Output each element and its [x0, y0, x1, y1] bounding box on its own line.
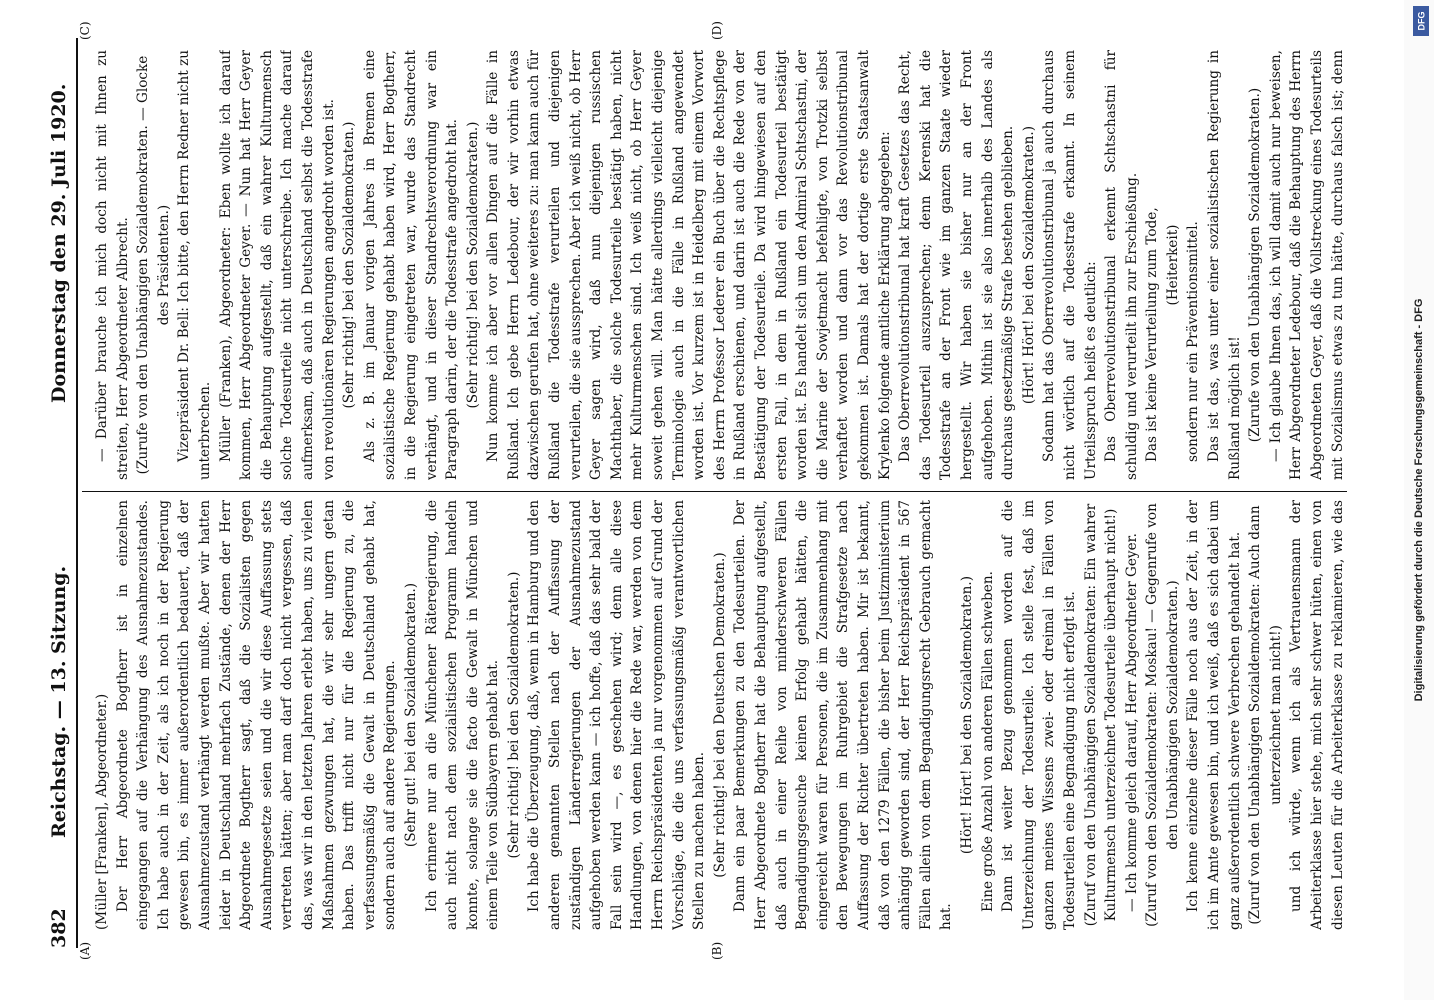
paragraph: Ich kenne einzelne dieser Fälle noch aus der Zeit, in der ich im Amte gewesen bin, und ich weiß, daß es sich dabei um ganz außerordentlich schwere Verbrechen gehandelt hat.: [1185, 500, 1243, 930]
paragraph: sondern nur ein Präventionsmittel.: [1185, 221, 1202, 462]
paragraph: Das ist keine Verurteilung zum Tode,: [1144, 207, 1161, 462]
dfg-logo: [1413, 6, 1429, 36]
speaker-line: (Müller [Franken], Abgeordneter.): [94, 693, 110, 930]
interjection: (Sehr richtig! bei den Sozialdemokraten.): [341, 121, 358, 409]
page-number: 382: [48, 908, 70, 948]
interjection: (Heiterkeit): [1164, 224, 1181, 306]
paragraph: Nun komme ich aber vor allen Dingen auf die Fälle in Rußland. Ich gebe Herrn Ledebour, der wir vorhin etwas dazwischen gerufen hat, ohne weiteres zu: man kann auch für Rußland die Todesstrafe verurteilen und diejenigen verurteilen, die sie aussprechen. Aber ich weiß nicht, ob Herr Geyer sagen wird, daß nun diejenigen russischen Machthaber, die solche Todesurteile bestätigt haben, nicht mehr Kulturmenschen sind. Ich weiß nicht, ob Herr Geyer soweit gehen will. Man hätte allerdings vielleicht diejenige Terminologie auch in die Fälle in Rußland angewendet worden ist. Vor kurzem ist in Heidelberg mit einem Vorwort des Herrn Professor Lederer ein Buch über die Rechtspflege in Rußland erschienen, und darin ist auch die Rede von der Bestätigung der Todesurteile. Da wird hingewiesen auf den ersten Fall, in dem in Rußland ein Todesurteil bestätigt worden ist. Es handelt sich um den Admiral Schtschastni, der die Marine der Sowjetmacht befehligte, von Trotzki selbst verhaftet worden und dann vor das Revolutionstribunal gekommen ist. Damals hat der dortige erste Staatsanwalt Krylenko folgende amtliche Erklärung abgegeben:: [485, 50, 893, 480]
interjection: (Sehr richtig! bei den Sozialdemokraten.): [505, 571, 522, 859]
interjection: (Hört! Hört! bei den Sozialdemokraten.): [1020, 125, 1037, 405]
session-title: Reichstag. — 13. Sitzung.: [48, 565, 70, 838]
margin-d: (D): [710, 21, 724, 40]
paragraph: Dann ein paar Bemerkungen zu den Todesurteilen. Der Herr Abgeordnete Bogtherr hat die Behauptung aufgestellt, daß auch in einer Reihe von minderschweren Fällen Begnadigungsgesuche keinen Erfolg gehabt hätten, die eingereicht waren für Personen, die im Zusammenhang mit den Bewegungen im Ruhrgebiet die Strafgesetze nach Auffassung der Richter übertreten haben. Mir ist bekannt, daß von den 1279 Fällen, die bisher beim Justizministerium anhängig geworden sind, der Herr Reichspräsident in 567 Fällen allein von dem Begnadigungsrecht Gebrauch gemacht hat.: [732, 500, 955, 930]
column-divider: [82, 491, 1347, 492]
left-column: [92, 500, 1347, 930]
paragraph: Ich erinnere nur an die Münchener Räteregierung, die auch nicht nach dem sozialistischen Programm handeln konnte, solange sie die facto die Gewalt in München und einem Teile von Südbayern gehabt hat.: [423, 500, 502, 930]
page-header: [42, 38, 72, 948]
paragraph: Eine große Anzahl von anderen Fällen schweben.: [979, 571, 996, 912]
interjection: (Sehr richtig! bei den Deutschen Demokraten.): [711, 552, 728, 878]
paragraph: Dann ist weiter Bezug genommen worden auf die Unterzeichnung der Todesurteile. Ich stelle fest, daß im ganzen meines Wissens zwei- oder dreimal in Fällen von Todesurteilen eine Begnadigung nicht erfolgt ist.: [1000, 500, 1078, 930]
interjection: (Sehr gut! bei den Sozialdemokraten.): [402, 582, 419, 848]
paragraph: Vizepräsident Dr. Bell: Ich bitte, den Herrn Redner nicht zu unterbrechen.: [176, 50, 213, 480]
paragraph: Der Herr Abgeordnete Bogtherr ist in einzelnen eingegangen auf die Verhängung des Ausnahmezustandes. Ich habe auch in der Zeit, als ich noch in der Regierung gewesen bin, es immer außerordentlich bedauert, daß der Ausnahmezustand verhängt werden mußte. Aber wir hatten leider in Deutschland mehrfach Zustände, denen der Herr Abgeordnete Bogtherr sagt, daß die Sozialisten gegen Ausnahmegesetze seien und die wir diese Auffassung stets vertreten hätten; aber man darf doch nicht vergessen, daß das, was wir in den letzten Jahren erlebt haben, uns zu vielen Maßnahmen gezwungen hat, die wir sehr ungern getan haben. Das trifft nicht nur für die Regierung zu, die verfassungsmäßig die Gewalt in Deutschland gehabt hat, sondern auch auf andere Regierungen.: [114, 500, 399, 930]
paragraph: Sodann hat das Oberrevolutionstribunal ja auch durchaus nicht wörtlich auf die Todesstrafe erkannt. In seinem Urteilsspruch heißt es deutlich:: [1041, 50, 1099, 480]
paragraph: Müller (Franken), Abgeordneter: Eben wollte ich darauf kommen, Herr Abgeordneter Geyer. — Nun hat Herr Geyer die Behauptung aufgestellt, daß ein wahrer Kulturmensch solche Todesurteile nicht unterschreibe. Ich mache darauf aufmerksam, daß auch in Deutschland selbst die Todesstrafe von revolutionären Regierungen angedroht worden ist.: [217, 50, 337, 480]
paragraph: Als z. B. im Januar vorigen Jahres in Bremen eine sozialistische Regierung gehabt haben wird, Herr Bogtherr, in die Regierung eingetreten war, wurde das Standrecht verhängt, und in dieser Standrechtsverordnung war ein Paragraph darin, der die Todesstrafe angedroht hat.: [361, 50, 461, 480]
interjection: (Hört! Hört! bei den Sozialdemokraten.): [958, 575, 975, 855]
digitization-note: Digitalisierung gefördert durch die Deutsche Forschungsgemeinschaft - DFG: [1413, 298, 1425, 702]
margin-a: (A): [78, 941, 92, 960]
digitization-sidebar: [1404, 0, 1434, 1000]
session-date: Donnerstag den 29. Juli 1920.: [48, 83, 70, 403]
paragraph: Das ist das, was unter einer sozialistischen Regierung in Rußland möglich ist!: [1206, 50, 1243, 480]
interjection: (Sehr richtig! bei den Sozialdemokraten.): [464, 121, 481, 409]
dfg-logo-text: DFG: [1416, 11, 1426, 31]
paragraph: — Ich komme gleich darauf, Herr Abgeordneter Geyer.: [1123, 533, 1140, 912]
interjection: (Zuruf von den Sozialdemokraten: Moskau! — Gegenrufe von den Unabhängigen Sozialdemokraten.): [1144, 503, 1181, 927]
right-column: [92, 50, 1347, 480]
paragraph: Ich habe die Überzeugung, daß, wenn in Hamburg und den anderen genannten Stellen nach der Auffassung der zuständigen Länderregierungen der Ausnahmezustand aufgehoben werden kann — ich hoffe, daß das sehr bald der Fall sein wird —, es geschehen wird; denn alle diese Handlungen, von denen hier die Rede war, werden von dem Herrn Reichspräsidenten ja nur vorgenommen auf Grund der Vorschläge, die die uns verfassungsmäßig verantwortlichen Stellen zu machen haben.: [526, 500, 708, 930]
paragraph: — Darüber brauche ich mich doch nicht mit Ihnen zu streiten, Herr Abgeordneter Albrecht.: [94, 50, 131, 480]
interjection: (Zuruf von den Unabhängigen Sozialdemokraten: Ein wahrer Kulturmensch unterzeichnet Todesurteile überhaupt nicht!): [1082, 503, 1120, 927]
interjection: (Zuruf von den Unabhängigen Sozialdemokraten: Auch dann unterzeichnet man nicht!): [1247, 505, 1284, 925]
quotation: Das Oberrevolutionstribunal hat kraft Gesetzes das Recht, das Todesurteil auszusprechen; denn Kerenski hat die Todesstrafe an der Front wie im ganzen Staate wieder hergestellt. Wir haben sie bisher nur an der Front aufgehoben. Mithin ist sie also innerhalb des Landes als durchaus gesetzmäßige Strafe bestehen geblieben.: [897, 50, 1017, 480]
header-rule: [76, 38, 78, 948]
interjection: (Zurufe von den Unabhängigen Sozialdemokraten. — Glocke des Präsidenten.): [135, 55, 172, 475]
paragraph: und ich würde, wenn ich als Vertrauensmann der Arbeiterklasse hier stehe, mich sehr schwer hüten, einen von diesen Leuten für die Arbeiterklasse zu reklamieren, wie das: [1288, 500, 1346, 930]
quotation: Das Oberrevolutionstribunal erkennt Schtschastni für schuldig und verurteilt ihn zur Erschießung.: [1103, 50, 1140, 480]
paragraph: — Ich glaube Ihnen das, ich will damit auch nur beweisen, Herr Abgeordneter Ledebour, daß die Behauptung des Herrn Abgeordneten Geyer, daß die Vollstreckung eines Todesurteils mit Sozialismus etwas zu tun hätte, durchaus falsch ist; denn: [1267, 50, 1346, 480]
margin-b-left: (B): [710, 941, 724, 960]
margin-c: (C): [78, 21, 92, 40]
interjection: (Zurufe von den Unabhängigen Sozialdemokraten.): [1247, 87, 1264, 443]
